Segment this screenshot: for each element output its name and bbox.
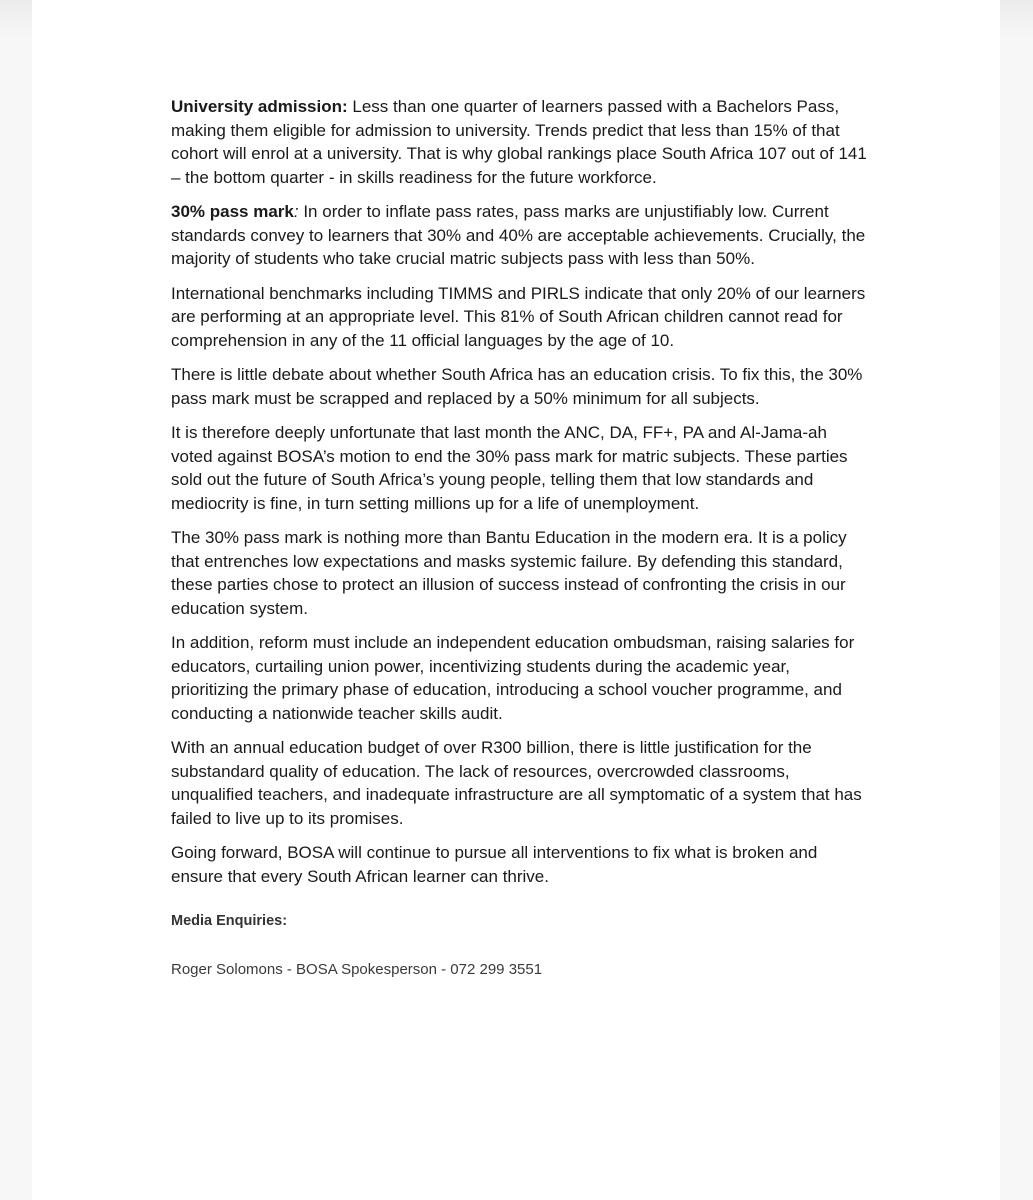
paragraph-text: Less than one quarter of learners passed with a Bachelors Pass, making them eligible for admission to university. Trends predict that less than 15% of that cohort will enrol at a university. That is why global rankings place South Africa 107 out of 141 – the bottom quarter - in skills readiness for the future workforce. <box>171 97 867 187</box>
document-body <box>171 95 871 981</box>
paragraph-vote: It is therefore deeply unfortunate that last month the ANC, DA, FF+, PA and Al-Jama-ah voted against BOSA’s motion to end the 30% pass mark for matric subjects. These parties sold out the future of South Africa’s young people, telling them that low standards and mediocrity is fine, in turn setting millions up for a life of unemployment. <box>171 423 848 513</box>
paragraph-going-forward: Going forward, BOSA will continue to pursue all interventions to fix what is broken and ensure that every South African learner can thrive. <box>171 843 818 886</box>
paragraph-lead-colon: : <box>293 202 299 221</box>
paragraph-reform: In addition, reform must include an independent education ombudsman, raising salaries for educators, curtailing union power, incentivizing students during the academic year, prioritizing the primary phase of education, introducing a school voucher programme, and conducting a nationwide teacher skills audit. <box>171 633 855 723</box>
paragraph-lead: University admission: <box>171 97 348 116</box>
paragraph-text: In order to inflate pass rates, pass marks are unjustifiably low. Current standards convey to learners that 30% and 40% are acceptable achievements. Crucially, the majority of students who take crucial matric subjects pass with less than 50%. <box>171 202 866 268</box>
contact-line: Roger Solomons - BOSA Spokesperson - 072 299 3551 <box>171 960 543 978</box>
paragraph-university-admission <box>171 95 871 189</box>
paragraph-budget: With an annual education budget of over R300 billion, there is little justification for the substandard quality of education. The lack of resources, overcrowded classrooms, unqualified teachers, and inadequate infrastructure are all symptomatic of a system that has failed to live up to its promises. <box>171 738 862 828</box>
paragraph-bantu-education: The 30% pass mark is nothing more than Bantu Education in the modern era. It is a policy that entrenches low expectations and masks systemic failure. By defending this standard, these parties chose to protect an illusion of success instead of confronting the crisis in our education system. <box>171 528 847 618</box>
paragraph-benchmarks: International benchmarks including TIMMS and PIRLS indicate that only 20% of our learners are performing at an appropriate level. This 81% of South African children cannot read for comprehension in any of the 11 official languages by the age of 10. <box>171 283 866 350</box>
paragraph-education-crisis: There is little debate about whether South Africa has an education crisis. To fix this, the 30% pass mark must be scrapped and replaced by a 50% minimum for all subjects. <box>171 365 863 408</box>
paragraph-pass-mark <box>171 200 871 271</box>
media-enquiries-heading: Media Enquiries: <box>171 913 288 929</box>
paragraph-lead: 30% pass mark <box>171 202 294 221</box>
